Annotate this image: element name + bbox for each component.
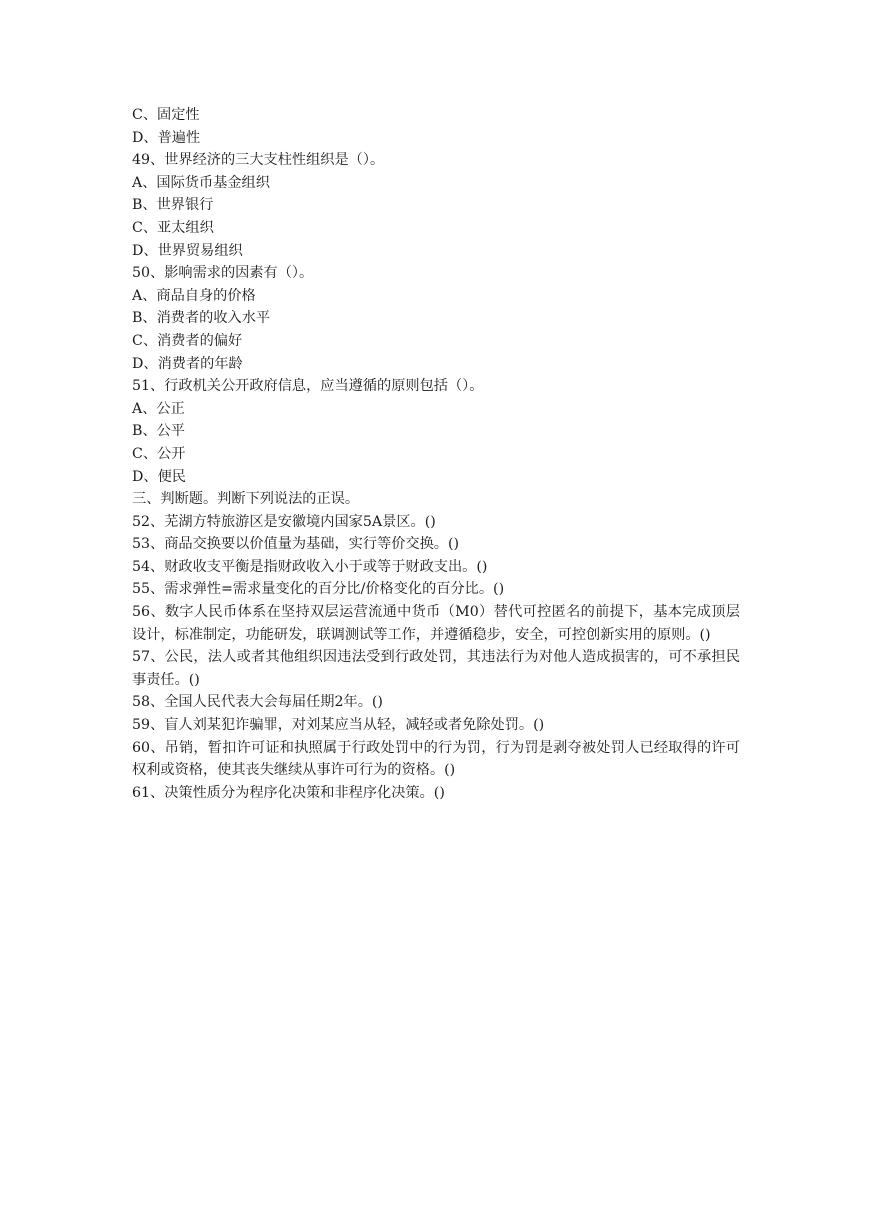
question-55: 55、需求弹性=需求量变化的百分比/价格变化的百分比。() [132,581,505,598]
option-c-51: C、公开 [132,445,186,462]
question-51: 51、行政机关公开政府信息，应当遵循的原则包括（）。 [132,378,484,395]
question-52: 52、芜湖方特旅游区是安徽境内国家5A景区。() [132,513,436,530]
option-a-51: A、公正 [132,400,185,417]
option-a-50: A、商品自身的价格 [132,287,256,304]
question-56: 56、数字人民币体系在坚持双层运营流通中货币（M0）替代可控匿名的前提下，基本完成顶层设计，标准制定，功能研发，联调测试等工作，并遵循稳步，安全，可控创新实用的原则。() [132,604,740,643]
question-53: 53、商品交换要以价值量为基础，实行等价交换。() [132,536,460,553]
option-b-51: B、公平 [132,423,185,440]
option-d-51: D、便民 [132,468,186,485]
option-b-50: B、消费者的收入水平 [132,310,271,327]
document-page [132,104,740,804]
option-d-50: D、消费者的年龄 [132,355,243,372]
question-50: 50、影响需求的因素有（）。 [132,265,314,282]
option-c-49: C、亚太组织 [132,219,214,236]
question-60: 60、吊销，暂扣许可证和执照属于行政处罚中的行为罚，行为罚是剥夺被处罚人已经取得的许可权利或资格，使其丧失继续从事许可行为的资格。() [132,739,740,779]
question-49: 49、世界经济的三大支柱性组织是（）。 [132,152,385,169]
question-54: 54、财政收支平衡是指财政收入小于或等于财政支出。() [132,558,488,575]
option-d-49: D、世界贸易组织 [132,242,243,259]
option-c-48: C、固定性 [132,107,200,123]
question-58: 58、全国人民代表大会每届任期2年。() [132,694,383,711]
option-b-49: B、世界银行 [132,197,214,214]
option-c-50: C、消费者的偏好 [132,332,243,349]
question-57: 57、公民，法人或者其他组织因违法受到行政处罚，其违法行为对他人造成损害的，可不承担民事责任。() [132,649,740,688]
section-heading-true-false: 三、判断题。判断下列说法的正误。 [132,491,360,508]
question-61: 61、决策性质分为程序化决策和非程序化决策。() [132,784,445,801]
question-59: 59、盲人刘某犯诈骗罪，对刘某应当从轻，减轻或者免除处罚。() [132,717,545,734]
option-a-49: A、国际货币基金组织 [132,174,270,191]
option-d-48: D、普遍性 [132,129,201,146]
